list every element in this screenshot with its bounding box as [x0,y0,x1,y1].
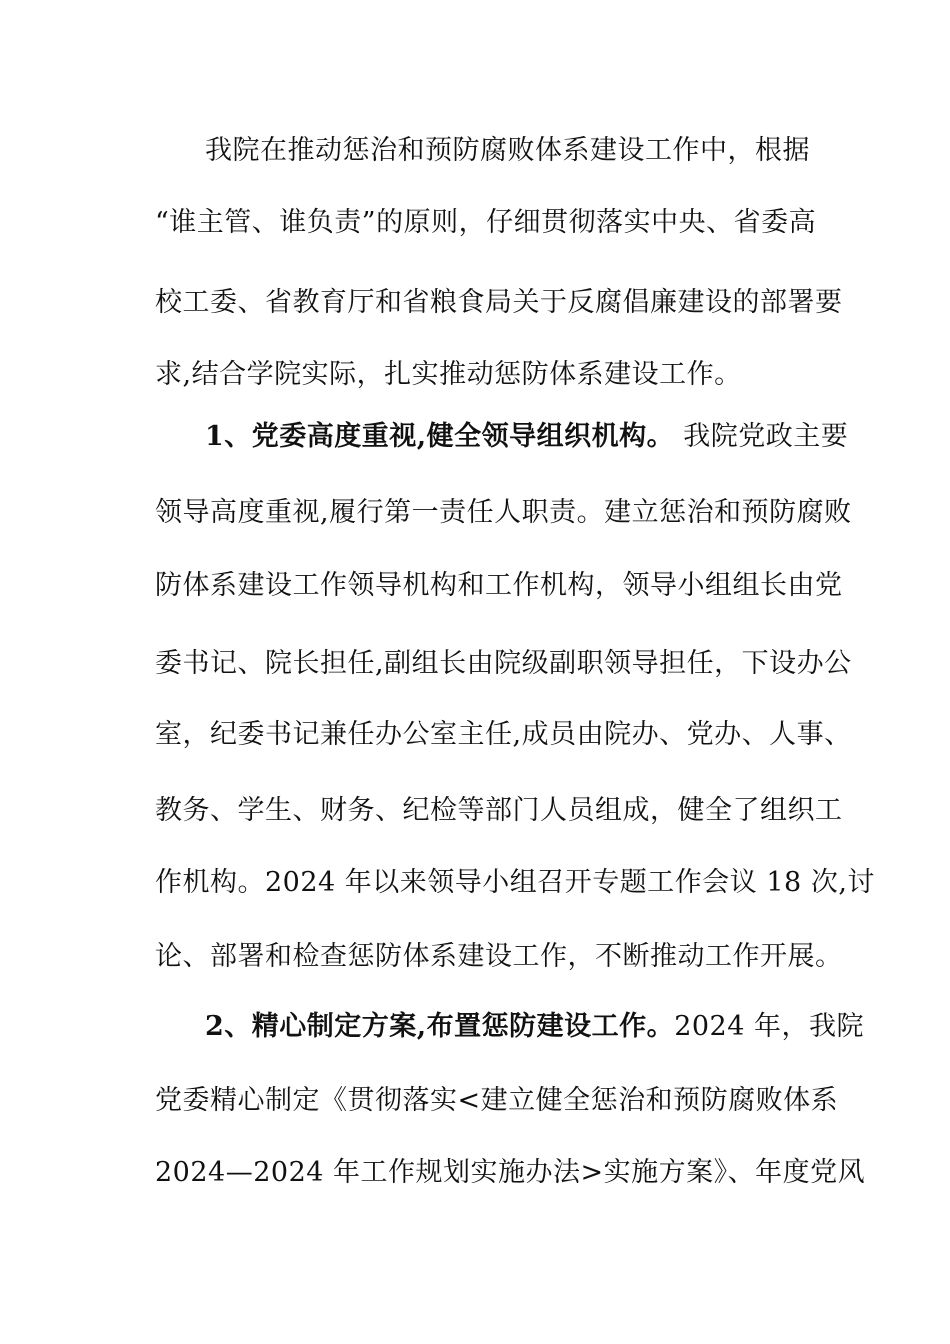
paragraph-line: 委书记、院长担任,副组长由院级副职领导担任，下设办公 [155,648,852,679]
paragraph-line: “谁主管、谁负责”的原则，仔细贯彻落实中央、省委高 [155,207,817,238]
section-heading-1 [205,420,849,454]
section-heading-2 [205,1010,864,1044]
section-heading-2-title: 2、精心制定方案,布置惩防建设工作。 [205,1011,675,1042]
paragraph-line: 论、部署和检查惩防体系建设工作，不断推动工作开展。 [155,941,843,972]
section-heading-1-text: 我院党政主要 [674,421,849,452]
paragraph-line: 防体系建设工作领导机构和工作机构，领导小组组长由党 [155,570,843,601]
paragraph-line: 我院在推动惩治和预防腐败体系建设工作中，根据 [205,135,810,166]
paragraph-line: 2024—2024 年工作规划实施办法>实施方案》、年度党风 [155,1157,866,1188]
section-heading-2-text: 2024 年，我院 [674,1011,864,1042]
paragraph-line: 党委精心制定《贯彻落实<建立健全惩治和预防腐败体系 [155,1085,839,1116]
paragraph-line: 室，纪委书记兼任办公室主任,成员由院办、党办、人事、 [155,719,852,750]
paragraph-line: 求,结合学院实际，扎实推动惩防体系建设工作。 [155,359,742,390]
section-heading-1-title: 1、党委高度重视,健全领导组织机构。 [205,421,675,452]
paragraph-line: 领导高度重视,履行第一责任人职责。建立惩治和预防腐败 [155,497,852,528]
paragraph-line: 作机构。2024 年以来领导小组召开专题工作会议 18 次,讨 [155,867,875,898]
paragraph-line: 教务、学生、财务、纪检等部门人员组成，健全了组织工 [155,795,843,826]
paragraph-line: 校工委、省教育厅和省粮食局关于反腐倡廉建设的部署要 [155,287,843,318]
